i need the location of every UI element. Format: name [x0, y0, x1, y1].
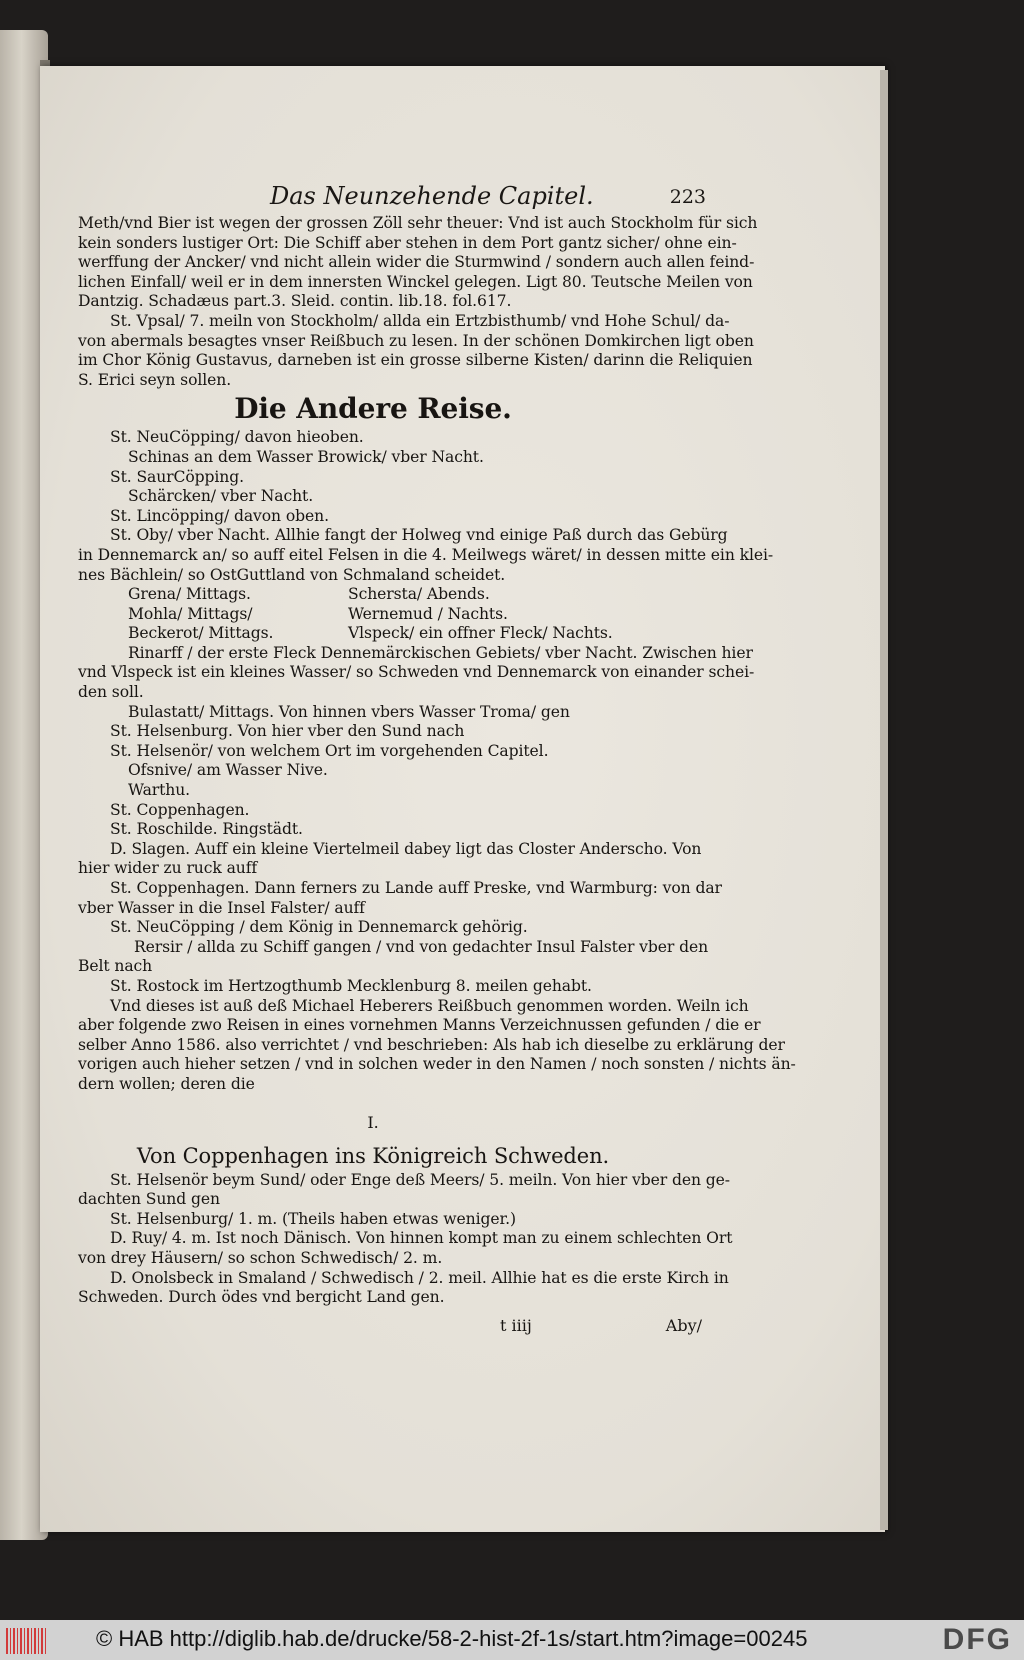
barcode-icon: [6, 1628, 48, 1654]
text-line: Belt nach: [78, 957, 153, 976]
text-line: Rersir / allda zu Schiff gangen / vnd von gedachter Insul Falster vber den: [134, 937, 709, 956]
text-line: dern wollen; deren die: [78, 1074, 255, 1093]
text-line: St. NeuCöpping / dem König in Dennemarck gehörig.: [110, 918, 528, 937]
text-line: Meth/vnd Bier ist wegen der grossen Zöll sehr theuer: Vnd ist auch Stockholm für sich: [78, 214, 758, 232]
route-pairs: [78, 585, 708, 644]
section-heading: Die Andere Reise.: [234, 392, 512, 426]
signature-mark: t iiij: [500, 1316, 532, 1335]
text-line: selber Anno 1586. also verrichtet / vnd beschrieben: Als hab ich dieselbe zu erklärung der: [78, 1035, 785, 1054]
paragraph-stockholm: [78, 214, 758, 312]
text-line: Schweden. Durch ödes vnd bergicht Land gen.: [78, 1288, 445, 1307]
dfg-logo: DFG: [942, 1623, 1012, 1656]
text-line: D. Onolsbeck in Smaland / Schwedisch / 2. meil. Allhie hat es die erste Kirch in: [110, 1268, 729, 1287]
route-stop-left: Beckerot/ Mittags.: [128, 624, 274, 643]
text-line: den soll.: [78, 683, 144, 702]
text-line: kein sonders lustiger Ort: Die Schiff aber stehen in dem Port gantz sicher/ ohne ein-: [78, 233, 737, 252]
route-stop-left: Grena/ Mittags.: [128, 585, 251, 604]
text-line: S. Erici seyn sollen.: [78, 370, 232, 389]
route-list-a: [78, 428, 774, 585]
page-fore-edge: [880, 70, 888, 1530]
running-header: [270, 182, 706, 218]
source-url[interactable]: © HAB http://diglib.hab.de/drucke/58-2-hist-2f-1s/start.htm?image=00245: [96, 1626, 808, 1651]
text-line: St. Rostock im Hertzogthumb Mecklenburg 8. meilen gehabt.: [110, 976, 592, 995]
text-line: vber Wasser in die Insel Falster/ auff: [78, 898, 365, 917]
route-list-b: [78, 643, 796, 1095]
text-line: St. Roschilde. Ringstädt.: [110, 820, 303, 839]
text-line: Rinarff / der erste Fleck Dennemärckischen Gebiets/ vber Nacht. Zwischen hier: [128, 643, 753, 662]
text-line: Warthu.: [128, 781, 191, 800]
text-line: Bulastatt/ Mittags. Von hinnen vbers Wasser Troma/ gen: [128, 702, 570, 721]
text-line: St. Coppenhagen. Dann ferners zu Lande auff Preske, vnd Warmburg: von dar: [110, 879, 722, 897]
section-number: I.: [367, 1112, 379, 1132]
text-line: D. Slagen. Auff ein kleine Viertelmeil dabey ligt das Closter Anderscho. Von: [110, 839, 702, 858]
chapter-title: Das Neunzehende Capitel.: [270, 182, 594, 210]
text-line: D. Ruy/ 4. m. Ist noch Dänisch. Von hinnen kompt man zu einem schlechten Ort: [110, 1229, 733, 1248]
text-line: Schärcken/ vber Nacht.: [128, 487, 314, 506]
text-line: vorigen auch hieher setzen / vnd in solchen weder in den Namen / noch sonsten / nichts än-: [78, 1055, 796, 1074]
text-line: aber folgende zwo Reisen in eines vornehmen Manns Verzeichnussen gefunden / die er: [78, 1016, 761, 1035]
text-line: von abermals besagtes vnser Reißbuch zu lesen. In der schönen Domkirchen ligt oben: [78, 331, 754, 350]
text-line: Schinas an dem Wasser Browick/ vber Nacht.: [128, 447, 484, 466]
route-stop-right: Schersta/ Abends.: [348, 585, 490, 604]
text-line: St. NeuCöpping/ davon hieoben.: [110, 428, 364, 447]
paragraph-upsal: [78, 311, 754, 390]
route-stop-right: Vlspeck/ ein offner Fleck/ Nachts.: [348, 624, 613, 643]
text-line: St. Helsenör/ von welchem Ort im vorgehenden Capitel.: [110, 741, 549, 760]
viewer-footer-bar: [0, 1620, 1024, 1660]
text-line: St. Oby/ vber Nacht. Allhie fangt der Holweg vnd einige Paß durch das Gebürg: [110, 526, 728, 545]
text-line: werffung der Ancker/ vnd nicht allein wider die Sturmwind / sondern auch allen feind-: [78, 253, 755, 272]
text-line: Vnd dieses ist auß deß Michael Heberers Reißbuch genommen worden. Weiln ich: [110, 996, 749, 1015]
page-footer-marks: [490, 1316, 702, 1338]
subsection-heading: Von Coppenhagen ins Königreich Schweden.: [136, 1143, 610, 1168]
text-line: Dantzig. Schadæus part.3. Sleid. contin. lib.18. fol.617.: [78, 292, 512, 311]
text-line: St. Lincöpping/ davon oben.: [110, 506, 329, 525]
body-text: [78, 214, 796, 1308]
text-line: im Chor König Gustavus, darneben ist ein grosse silberne Kisten/ darinn die Reliquien: [78, 351, 753, 370]
text-line: St. Coppenhagen.: [110, 800, 250, 819]
route-pair-row: [78, 624, 708, 644]
catchword: Aby/: [665, 1316, 702, 1335]
route-pair-row: [78, 605, 708, 625]
text-line: dachten Sund gen: [78, 1190, 220, 1209]
route-pair-row: [78, 585, 708, 605]
text-line: hier wider zu ruck auff: [78, 859, 258, 878]
text-line: nes Bächlein/ so OstGuttland von Schmaland scheidet.: [78, 565, 506, 584]
text-line: vnd Vlspeck ist ein kleines Wasser/ so Schweden vnd Dennemarck von einander schei-: [78, 663, 755, 682]
text-line: von drey Häusern/ so schon Schwedisch/ 2. m.: [78, 1248, 443, 1267]
page-number: 223: [669, 186, 706, 208]
text-line: St. Helsenburg. Von hier vber den Sund nach: [110, 722, 465, 741]
text-line: St. Vpsal/ 7. meiln von Stockholm/ allda ein Ertzbisthumb/ vnd Hohe Schul/ da-: [110, 311, 730, 330]
route-stop-left: Mohla/ Mittags/: [128, 604, 253, 623]
text-line: St. Helsenör beym Sund/ oder Enge deß Meers/ 5. meiln. Von hier vber den ge-: [110, 1170, 730, 1189]
route-list-c: [78, 1170, 733, 1308]
text-line: St. Helsenburg/ 1. m. (Theils haben etwas weniger.): [110, 1209, 516, 1228]
text-line: in Dennemarck an/ so auff eitel Felsen in die 4. Meilwegs wäret/ in dessen mitte ein klei-: [78, 545, 774, 564]
route-stop-right: Wernemud / Nachts.: [348, 604, 508, 623]
text-line: St. SaurCöpping.: [110, 467, 244, 486]
text-line: lichen Einfall/ weil er in dem innersten Winckel gelegen. Ligt 80. Teutsche Meilen von: [78, 272, 753, 291]
text-line: Ofsnive/ am Wasser Nive.: [128, 761, 328, 780]
